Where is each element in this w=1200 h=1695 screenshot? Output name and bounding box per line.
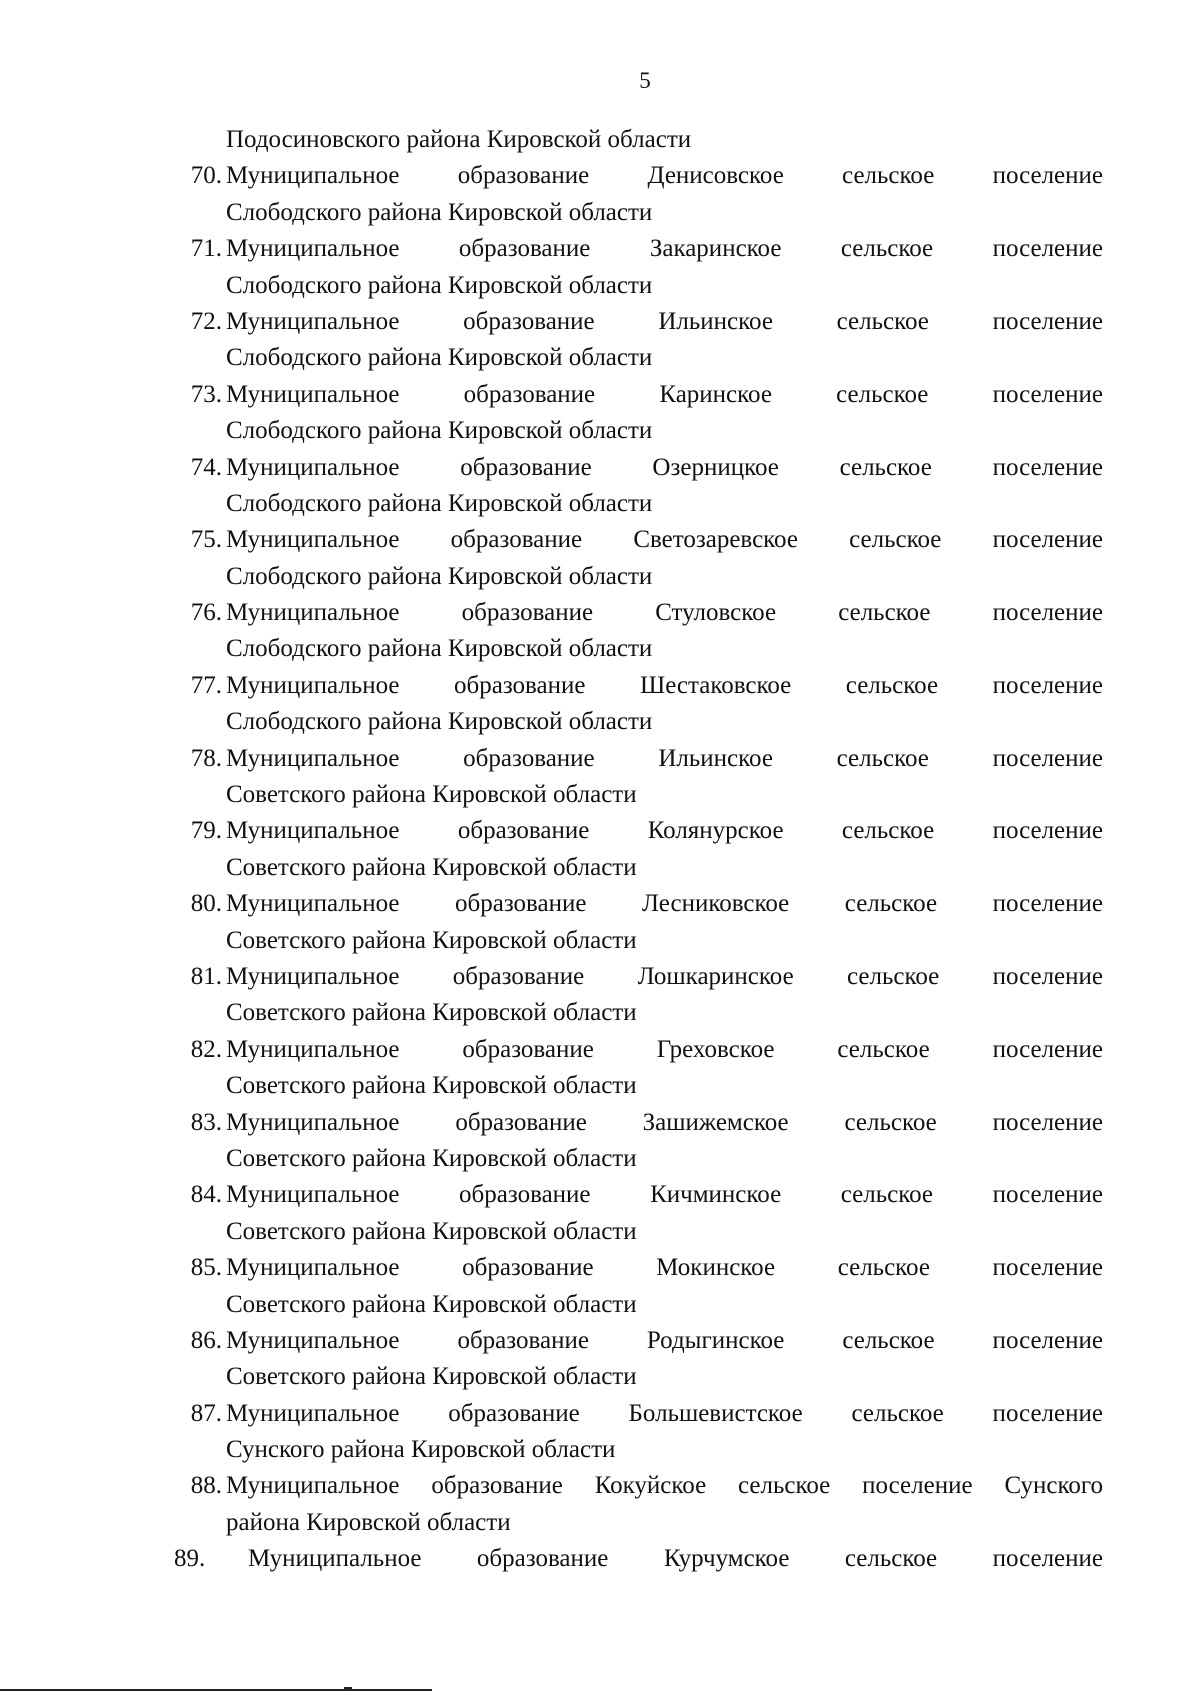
list-item-line-1: Муниципальное образование Кокуйское сельское поселение Сунского (226, 1472, 1103, 1500)
list-item-line-2: Советского района Кировской области (226, 1290, 637, 1318)
list-item-line-2: района Кировской области (226, 1508, 511, 1536)
list-item-line-2: Советского района Кировской области (226, 853, 637, 881)
list-item-line-1: Муниципальное образование Каринское сельское поселение (226, 380, 1103, 408)
list-item-line-2: Советского района Кировской области (226, 926, 637, 954)
list-item (190, 377, 1103, 450)
list-item-line-1: Муниципальное образование Ильинское сельское поселение (226, 307, 1103, 335)
list-item-line-2: Слободского района Кировской области (226, 344, 653, 372)
list-item-line-1: Муниципальное образование Колянурское сельское поселение (226, 817, 1103, 845)
list-item-line-2: Слободского района Кировской области (226, 708, 653, 736)
list-item-line-2: Советского района Кировской области (226, 1144, 637, 1172)
list-item-number: 82. (190, 1035, 222, 1063)
list-item (190, 668, 1103, 741)
list-item-number: 88. (190, 1472, 222, 1500)
list-item (190, 1177, 1103, 1250)
list-item (190, 522, 1103, 595)
list-item-number: 85. (190, 1254, 222, 1282)
list-item-number: 73. (190, 380, 222, 408)
list-item (190, 231, 1103, 304)
list-item-number: 89. (174, 1545, 206, 1573)
list-item (190, 886, 1103, 959)
list-item-line-2: Советского района Кировской области (226, 999, 637, 1027)
list-item-number: 72. (190, 307, 222, 335)
list-item-line-1: Муниципальное образование Курчумское сельское поселение (248, 1545, 1103, 1573)
list-item-line-2: Сунского района Кировской области (226, 1436, 616, 1464)
list-item-number: 75. (190, 526, 222, 554)
list-item-line-2: Слободского района Кировской области (226, 417, 653, 445)
list-item (190, 1250, 1103, 1323)
list-item-line-1: Муниципальное образование Лошкаринское сельское поселение (226, 962, 1103, 990)
list-item-line-1: Муниципальное образование Ильинское сельское поселение (226, 744, 1103, 772)
continuation-line: Подосиновского района Кировской области (226, 126, 692, 153)
list-item-line-1: Муниципальное образование Большевистское сельское поселение (226, 1399, 1103, 1427)
rule-mark (344, 1687, 352, 1691)
list-item-number: 86. (190, 1326, 222, 1354)
list-item-number: 70. (190, 162, 222, 190)
list-item-line-2: Слободского района Кировской области (226, 635, 653, 663)
list-item-line-1: Муниципальное образование Мокинское сельское поселение (226, 1254, 1103, 1282)
list-item-number: 77. (190, 671, 222, 699)
list-item-number: 71. (190, 235, 222, 263)
list-item (190, 1396, 1103, 1469)
list-item-line-2: Слободского района Кировской области (226, 562, 653, 590)
list-item-number: 76. (190, 599, 222, 627)
list-item (190, 813, 1103, 886)
list-item-line-1: Муниципальное образование Денисовское сельское поселение (226, 162, 1103, 190)
list-item-number: 80. (190, 890, 222, 918)
list-item-line-1: Муниципальное образование Светозаревское сельское поселение (226, 526, 1103, 554)
list-item-number: 83. (190, 1108, 222, 1136)
list-item-line-2: Слободского района Кировской области (226, 489, 653, 517)
document-body (174, 122, 1103, 1578)
list-item-number: 87. (190, 1399, 222, 1427)
list-item-line-2: Слободского района Кировской области (226, 198, 653, 226)
list-item-line-1: Муниципальное образование Закаринское сельское поселение (226, 235, 1103, 263)
list-item-line-1: Муниципальное образование Стуловское сельское поселение (226, 599, 1103, 627)
list-item (190, 1323, 1103, 1396)
list-item (190, 158, 1103, 231)
list-item (174, 1541, 1103, 1577)
list-item-line-1: Муниципальное образование Шестаковское сельское поселение (226, 671, 1103, 699)
list-item (190, 1468, 1103, 1541)
list-item-line-1: Муниципальное образование Греховское сельское поселение (226, 1035, 1103, 1063)
list-item-line-2: Советского района Кировской области (226, 781, 637, 809)
list-item-number: 79. (190, 817, 222, 845)
list-item-number: 78. (190, 744, 222, 772)
list-item (190, 450, 1103, 523)
list-item-line-2: Советского района Кировской области (226, 1363, 637, 1391)
list-item-line-2: Советского района Кировской области (226, 1217, 637, 1245)
list-item-number: 84. (190, 1181, 222, 1209)
list-item-line-1: Муниципальное образование Зашижемское сельское поселение (226, 1108, 1103, 1136)
list-item (190, 595, 1103, 668)
numbered-list (174, 158, 1103, 1577)
page-number: 5 (639, 68, 651, 93)
list-item-line-2: Слободского района Кировской области (226, 271, 653, 299)
bottom-rule (0, 1689, 432, 1691)
list-item (190, 1105, 1103, 1178)
list-item-number: 74. (190, 453, 222, 481)
list-item (190, 741, 1103, 814)
list-item (190, 1032, 1103, 1105)
list-item-line-1: Муниципальное образование Родыгинское сельское поселение (226, 1326, 1103, 1354)
list-item-number: 81. (190, 962, 222, 990)
list-item (190, 959, 1103, 1032)
list-item-line-1: Муниципальное образование Лесниковское сельское поселение (226, 890, 1103, 918)
list-item-line-2: Советского района Кировской области (226, 1072, 637, 1100)
list-item-line-1: Муниципальное образование Озерницкое сельское поселение (226, 453, 1103, 481)
list-item (190, 304, 1103, 377)
list-item-line-1: Муниципальное образование Кичминское сельское поселение (226, 1181, 1103, 1209)
